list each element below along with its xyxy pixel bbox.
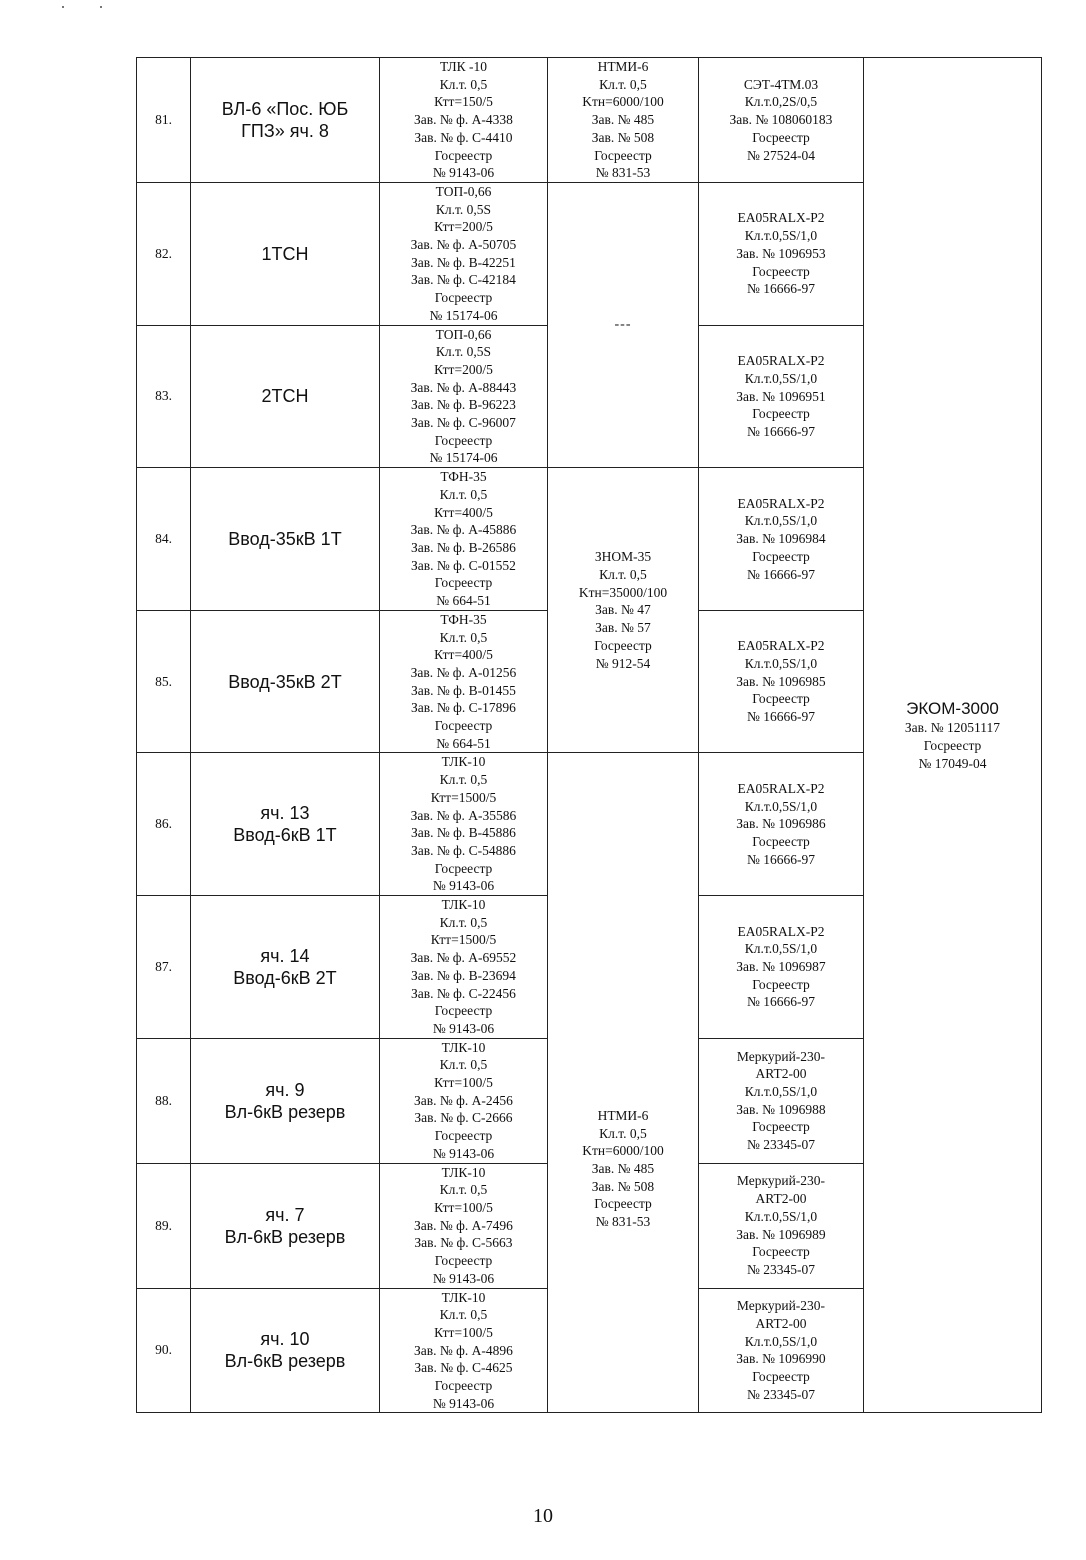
row-number: 84.	[137, 468, 191, 611]
row-number: 87.	[137, 896, 191, 1039]
row-number: 89.	[137, 1163, 191, 1288]
current-transformer: ТЛК-10 Кл.т. 0,5 Ктт=100/5 Зав. № ф. А-2456 Зав. № ф. С-2666 Госреестр № 9143-06	[380, 1038, 548, 1163]
connection-name: 2ТСН	[191, 325, 380, 468]
electricity-meter: EA05RALX-P2 Кл.т.0,5S/1,0 Зав. № 1096986 Госреестр № 16666-97	[699, 753, 864, 896]
voltage-transformer: ЗНОМ-35 Кл.т. 0,5 Kтн=35000/100 Зав. № 47 Зав. № 57 Госреестр № 912-54	[548, 468, 699, 753]
connection-name: 1ТСН	[191, 182, 380, 325]
electricity-meter: EA05RALX-P2 Кл.т.0,5S/1,0 Зав. № 1096987 Госреестр № 16666-97	[699, 896, 864, 1039]
electricity-meter: Меркурий-230- ART2-00 Кл.т.0,5S/1,0 Зав. № 1096988 Госреестр № 23345-07	[699, 1038, 864, 1163]
uspd-title: ЭКОМ-3000	[906, 699, 999, 719]
row-number: 85.	[137, 610, 191, 753]
current-transformer: ТФН-35 Кл.т. 0,5 Ктт=400/5 Зав. № ф. А-45886 Зав. № ф. В-26586 Зав. № ф. С-01552 Госреестр № 664-51	[380, 468, 548, 611]
electricity-meter: EA05RALX-P2 Кл.т.0,5S/1,0 Зав. № 1096984 Госреестр № 16666-97	[699, 468, 864, 611]
row-number: 83.	[137, 325, 191, 468]
row-number: 90.	[137, 1288, 191, 1413]
electricity-meter: Меркурий-230- ART2-00 Кл.т.0,5S/1,0 Зав. № 1096989 Госреестр № 23345-07	[699, 1163, 864, 1288]
connection-name: Ввод-35кВ 1Т	[191, 468, 380, 611]
row-number: 82.	[137, 182, 191, 325]
connection-name: Ввод-35кВ 2Т	[191, 610, 380, 753]
voltage-transformer: НТМИ-6 Кл.т. 0,5 Kтн=6000/100 Зав. № 485 Зав. № 508 Госреестр № 831-53	[548, 58, 699, 183]
row-number: 88.	[137, 1038, 191, 1163]
current-transformer: ТОП-0,66 Кл.т. 0,5S Ктт=200/5 Зав. № ф. А-88443 Зав. № ф. В-96223 Зав. № ф. С-96007 Госреестр № 15174-06	[380, 325, 548, 468]
data-collector-cell: ЭКОМ-3000 Зав. № 12051117 Госреестр № 17049-04	[864, 58, 1042, 1413]
connection-name: ВЛ-6 «Пос. ЮБ ГПЗ» яч. 8	[191, 58, 380, 183]
page-number: 10	[533, 1505, 553, 1527]
table-row	[137, 58, 1042, 183]
current-transformer: ТЛК-10 Кл.т. 0,5 Ктт=1500/5 Зав. № ф. А-69552 Зав. № ф. В-23694 Зав. № ф. С-22456 Госреестр № 9143-06	[380, 896, 548, 1039]
connection-name: яч. 14 Ввод-6кВ 2Т	[191, 896, 380, 1039]
electricity-meter: СЭТ-4ТМ.03 Кл.т.0,2S/0,5 Зав. № 108060183 Госреестр № 27524-04	[699, 58, 864, 183]
scan-marks	[62, 6, 122, 14]
current-transformer: ТФН-35 Кл.т. 0,5 Ктт=400/5 Зав. № ф. А-01256 Зав. № ф. В-01455 Зав. № ф. С-17896 Госреестр № 664-51	[380, 610, 548, 753]
row-number: 81.	[137, 58, 191, 183]
connection-name: яч. 7 Вл-6кВ резерв	[191, 1163, 380, 1288]
current-transformer: ТЛК-10 Кл.т. 0,5 Ктт=1500/5 Зав. № ф. А-35586 Зав. № ф. В-45886 Зав. № ф. С-54886 Госреестр № 9143-06	[380, 753, 548, 896]
electricity-meter: EA05RALX-P2 Кл.т.0,5S/1,0 Зав. № 1096951 Госреестр № 16666-97	[699, 325, 864, 468]
connection-name: яч. 10 Вл-6кВ резерв	[191, 1288, 380, 1413]
current-transformer: ТОП-0,66 Кл.т. 0,5S Ктт=200/5 Зав. № ф. А-50705 Зав. № ф. В-42251 Зав. № ф. С-42184 Госреестр № 15174-06	[380, 182, 548, 325]
electricity-meter: Меркурий-230- ART2-00 Кл.т.0,5S/1,0 Зав. № 1096990 Госреестр № 23345-07	[699, 1288, 864, 1413]
connection-name: яч. 13 Ввод-6кВ 1Т	[191, 753, 380, 896]
current-transformer: ТЛК-10 Кл.т. 0,5 Ктт=100/5 Зав. № ф. А-4896 Зав. № ф. С-4625 Госреестр № 9143-06	[380, 1288, 548, 1413]
connection-name: яч. 9 Вл-6кВ резерв	[191, 1038, 380, 1163]
current-transformer: ТЛК -10 Кл.т. 0,5 Ктт=150/5 Зав. № ф. А-4338 Зав. № ф. С-4410 Госреестр № 9143-06	[380, 58, 548, 183]
electricity-meter: EA05RALX-P2 Кл.т.0,5S/1,0 Зав. № 1096953 Госреестр № 16666-97	[699, 182, 864, 325]
electricity-meter: EA05RALX-P2 Кл.т.0,5S/1,0 Зав. № 1096985 Госреестр № 16666-97	[699, 610, 864, 753]
voltage-transformer: ---	[548, 182, 699, 467]
current-transformer: ТЛК-10 Кл.т. 0,5 Ктт=100/5 Зав. № ф. А-7496 Зав. № ф. С-5663 Госреестр № 9143-06	[380, 1163, 548, 1288]
row-number: 86.	[137, 753, 191, 896]
measurement-channels-table	[136, 57, 1042, 1413]
voltage-transformer: НТМИ-6 Кл.т. 0,5 Kтн=6000/100 Зав. № 485 Зав. № 508 Госреестр № 831-53	[548, 753, 699, 1413]
